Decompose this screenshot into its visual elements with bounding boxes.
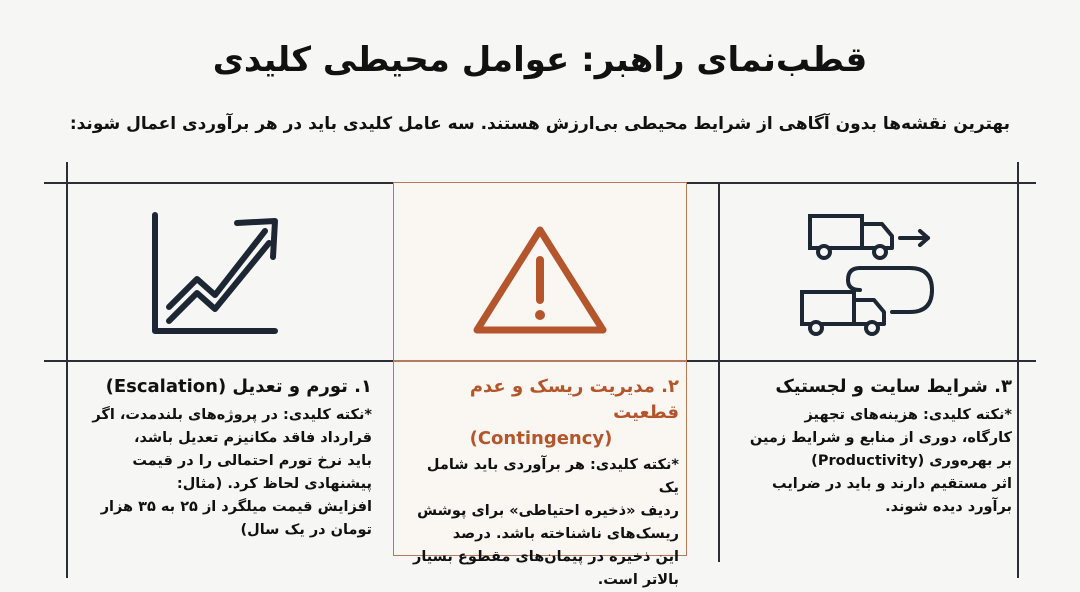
escalation-line: قرارداد فاقد مکانیزم تعدیل باشد، <box>134 430 372 446</box>
frame-line-sep-right <box>718 182 720 562</box>
escalation-heading: ۱. تورم و تعدیل (Escalation) <box>105 376 372 397</box>
contingency-line: ردیف «ذخیره احتیاطی» برای پوشش <box>417 503 679 519</box>
contingency-line: بالاتر است. <box>597 572 679 588</box>
page-subtitle: بهترین نقشه‌ها بدون آگاهی از شرایط محیطی بی‌ارزش هستند. سه عامل کلیدی باید در هر برآوردی اعمال شوند: <box>69 114 1010 134</box>
frame-line-right <box>1017 162 1019 578</box>
site-logistics-line: بر بهره‌وری (Productivity) <box>811 453 1012 469</box>
frame-line-left <box>66 162 68 578</box>
site-logistics-line: اثر مستقیم دارند و باید در ضرایب <box>772 476 1012 492</box>
logistics-trucks-icon <box>790 198 950 348</box>
contingency-line: ریسک‌های ناشناخته باشد. درصد <box>452 526 679 542</box>
warning-triangle-icon <box>460 220 620 340</box>
site-logistics-line: کارگاه، دوری از منابع و شرایط زمین <box>749 430 1012 446</box>
escalation-line: *نکته کلیدی: در پروژه‌های بلندمدت، اگر <box>92 407 372 423</box>
site-logistics-line: برآورد دیده شوند. <box>885 499 1012 515</box>
contingency-heading: ۲. مدیریت ریسک و عدم قطعیت <box>469 376 679 423</box>
contingency-heading-en: (Contingency) <box>469 428 613 449</box>
escalation-card <box>72 374 372 542</box>
page-title: قطب‌نمای راهبر: عوامل محیطی کلیدی <box>212 40 868 80</box>
escalation-line: پیشنهادی لحاظ کرد. (مثال: <box>176 476 372 492</box>
contingency-line: *نکته کلیدی: هر برآوردی باید شامل یک <box>426 457 679 496</box>
risk-card-divider <box>393 360 687 362</box>
site-logistics-heading: ۳. شرایط سایت و لجستیک <box>775 376 1012 397</box>
site-logistics-card <box>728 374 1012 519</box>
site-logistics-line: *نکته کلیدی: هزینه‌های تجهیز <box>804 407 1012 423</box>
trend-up-chart-icon <box>120 198 290 348</box>
escalation-line: تومان در یک سال) <box>240 522 372 538</box>
contingency-line: این ذخیره در پیمان‌های مقطوع بسیار <box>412 549 679 565</box>
contingency-card <box>403 374 679 592</box>
escalation-line: افزایش قیمت میلگرد از ۲۵ به ۳۵ هزار <box>100 499 372 515</box>
escalation-line: باید نرخ تورم احتمالی را در قیمت <box>132 453 372 469</box>
